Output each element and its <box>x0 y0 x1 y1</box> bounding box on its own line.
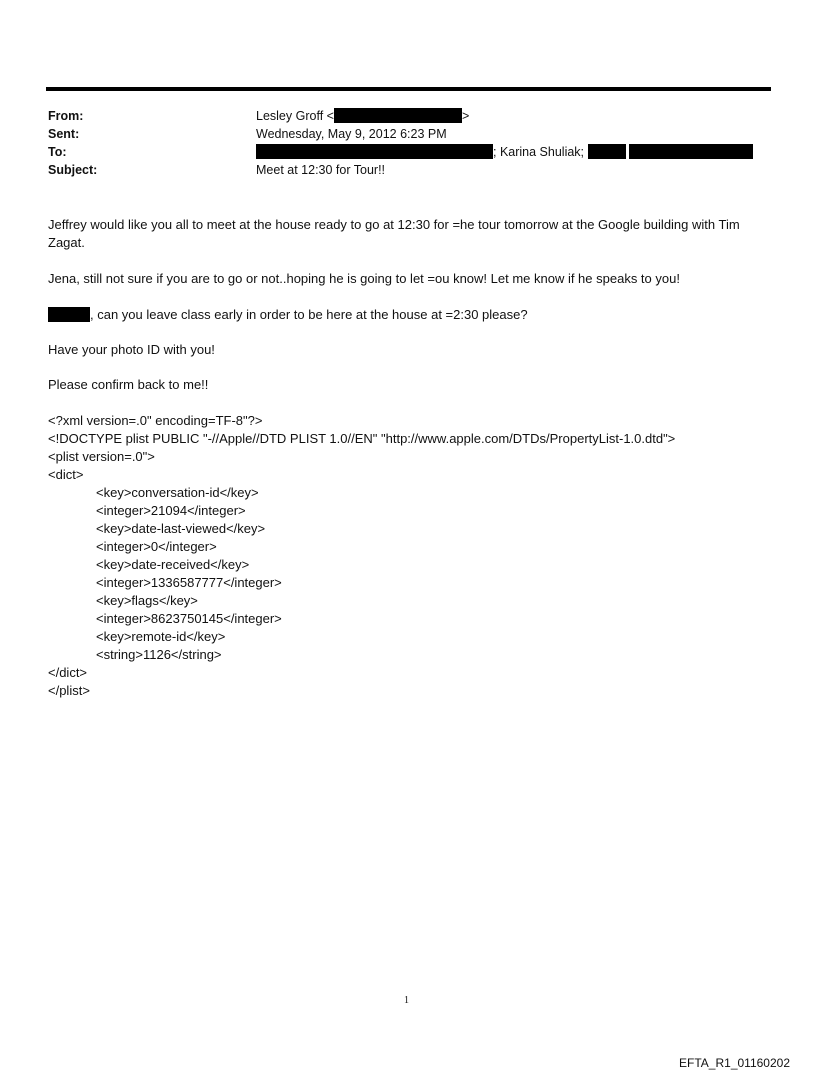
plist-line: <dict> <box>48 467 84 482</box>
redaction-block <box>256 144 493 159</box>
redaction-block <box>48 307 90 322</box>
to-mid: ; Karina Shuliak; <box>493 145 585 159</box>
plist-line: </plist> <box>48 683 90 698</box>
body-paragraph: Have your photo ID with you! <box>48 342 215 357</box>
body-paragraph: Jeffrey would like you all to meet at the house ready to go at 12:30 for =he tour tomorrow at the Google building with Tim Zagat. <box>48 217 740 250</box>
body-paragraph <box>48 306 758 324</box>
from-close: > <box>461 109 470 123</box>
sent-value: Wednesday, May 9, 2012 6:23 PM <box>256 127 447 141</box>
bates-number: EFTA_R1_01160202 <box>679 1056 790 1070</box>
plist-block <box>48 412 758 700</box>
redaction-block <box>629 144 753 159</box>
plist-line: <?xml version=.0" encoding=TF-8"?> <box>48 413 263 428</box>
plist-line: <!DOCTYPE plist PUBLIC "-//Apple//DTD PLIST 1.0//EN" "http://www.apple.com/DTDs/PropertyList-1.0.dtd"> <box>48 431 676 446</box>
plist-line: <integer>21094</integer> <box>96 503 246 518</box>
plist-line: <string>1126</string> <box>96 647 222 662</box>
to-label: To: <box>48 145 67 159</box>
body-paragraph: Please confirm back to me!! <box>48 377 209 392</box>
to-row <box>48 143 768 161</box>
from-name: Lesley Groff < <box>256 109 334 123</box>
plist-line: <integer>1336587777</integer> <box>96 575 282 590</box>
sent-label: Sent: <box>48 127 80 141</box>
redaction-block <box>334 108 462 123</box>
from-row <box>48 107 768 125</box>
email-body <box>48 216 758 700</box>
plist-line: <key>date-received</key> <box>96 557 250 572</box>
from-label: From: <box>48 109 84 123</box>
redaction-block <box>588 144 626 159</box>
plist-line: <integer>8623750145</integer> <box>96 611 282 626</box>
subject-row <box>48 161 768 179</box>
body-paragraph: Jena, still not sure if you are to go or not..hoping he is going to let =ou know! Let me know if he speaks to you! <box>48 271 680 286</box>
subject-value: Meet at 12:30 for Tour!! <box>256 163 386 177</box>
plist-line: </dict> <box>48 665 88 680</box>
body-paragraph-text: , can you leave class early in order to be here at the house at =2:30 please? <box>90 307 528 322</box>
email-header <box>48 107 768 179</box>
plist-line: <key>date-last-viewed</key> <box>96 521 266 536</box>
plist-line: <plist version=.0"> <box>48 449 155 464</box>
plist-line: <key>remote-id</key> <box>96 629 226 644</box>
plist-line: <integer>0</integer> <box>96 539 217 554</box>
plist-line: <key>flags</key> <box>96 593 198 608</box>
header-rule <box>46 87 771 91</box>
from-value <box>256 107 469 125</box>
plist-line: <key>conversation-id</key> <box>96 485 259 500</box>
sent-row <box>48 125 768 143</box>
subject-label: Subject: <box>48 163 98 177</box>
page-number: 1 <box>404 995 409 1006</box>
to-value <box>256 143 753 161</box>
